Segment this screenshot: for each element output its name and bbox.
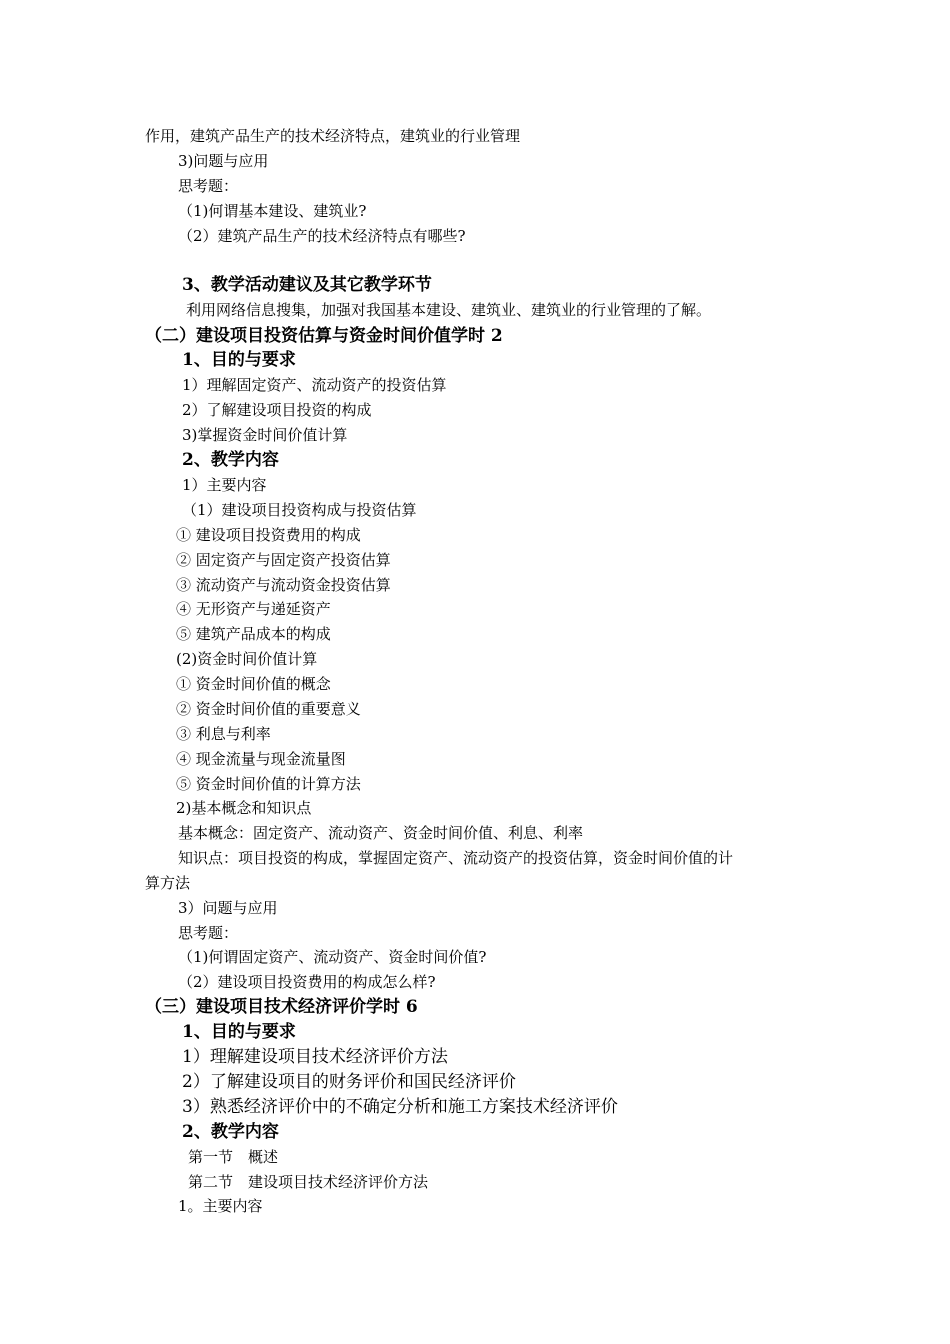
text-line: 基本概念：固定资产、流动资产、资金时间价值、利息、利率 (178, 824, 584, 842)
section-heading: 1、目的与要求 (182, 1022, 296, 1042)
text-line: （1)何谓固定资产、流动资产、资金时间价值? (178, 948, 487, 966)
section-heading: 3、教学活动建议及其它教学环节 (182, 275, 432, 295)
text-line: （2）建筑产品生产的技术经济特点有哪些? (178, 227, 466, 245)
section-heading: 1、目的与要求 (182, 350, 296, 370)
text-line: ⑤ 建筑产品成本的构成 (176, 625, 331, 643)
text-line: 3）熟悉经济评价中的不确定分析和施工方案技术经济评价 (182, 1097, 618, 1117)
text-line: 1）理解建设项目技术经济评价方法 (182, 1047, 448, 1067)
text-line: ③ 利息与利率 (176, 725, 271, 743)
text-line: ② 资金时间价值的重要意义 (176, 700, 361, 718)
text-line: 思考题： (178, 177, 239, 195)
text-line: 3)问题与应用 (178, 152, 269, 170)
text-line: 1。主要内容 (178, 1197, 263, 1215)
text-line: 利用网络信息搜集，加强对我国基本建设、建筑业、建筑业的行业管理的了解。 (186, 301, 712, 319)
text-line: （1）建设项目投资构成与投资估算 (182, 501, 417, 519)
text-line: ④ 现金流量与现金流量图 (176, 750, 346, 768)
chapter-heading: （二）建设项目投资估算与资金时间价值学时 2 (145, 326, 503, 346)
text-line: 第一节 概述 (188, 1148, 279, 1166)
text-line: 2）了解建设项目的财务评价和国民经济评价 (182, 1072, 516, 1092)
text-line: 1）理解固定资产、流动资产的投资估算 (182, 376, 447, 394)
text-line: （2）建设项目投资费用的构成怎么样? (178, 973, 436, 991)
text-line: (2)资金时间价值计算 (176, 650, 318, 668)
text-line: ① 建设项目投资费用的构成 (176, 526, 361, 544)
text-line: 第二节 建设项目技术经济评价方法 (188, 1173, 429, 1191)
text-line: 2)基本概念和知识点 (176, 799, 312, 817)
chapter-heading: （三）建设项目技术经济评价学时 6 (145, 997, 418, 1017)
text-line: ④ 无形资产与递延资产 (176, 600, 331, 618)
text-line: 3)掌握资金时间价值计算 (182, 426, 348, 444)
text-line: 2）了解建设项目投资的构成 (182, 401, 372, 419)
text-line: （1)何谓基本建设、建筑业? (178, 202, 367, 220)
text-line: 思考题： (178, 924, 239, 942)
section-heading: 2、教学内容 (182, 450, 279, 470)
section-heading: 2、教学内容 (182, 1122, 279, 1142)
text-line: 1）主要内容 (182, 476, 267, 494)
text-line: 3）问题与应用 (178, 899, 278, 917)
text-line: 知识点：项目投资的构成，掌握固定资产、流动资产的投资估算，资金时间价值的计 (178, 849, 734, 867)
text-line: 作用，建筑产品生产的技术经济特点，建筑业的行业管理 (145, 127, 521, 145)
text-line: ③ 流动资产与流动资金投资估算 (176, 576, 391, 594)
text-line: ② 固定资产与固定资产投资估算 (176, 551, 391, 569)
text-line: 算方法 (145, 874, 191, 892)
text-line: ① 资金时间价值的概念 (176, 675, 331, 693)
text-line: ⑤ 资金时间价值的计算方法 (176, 775, 361, 793)
